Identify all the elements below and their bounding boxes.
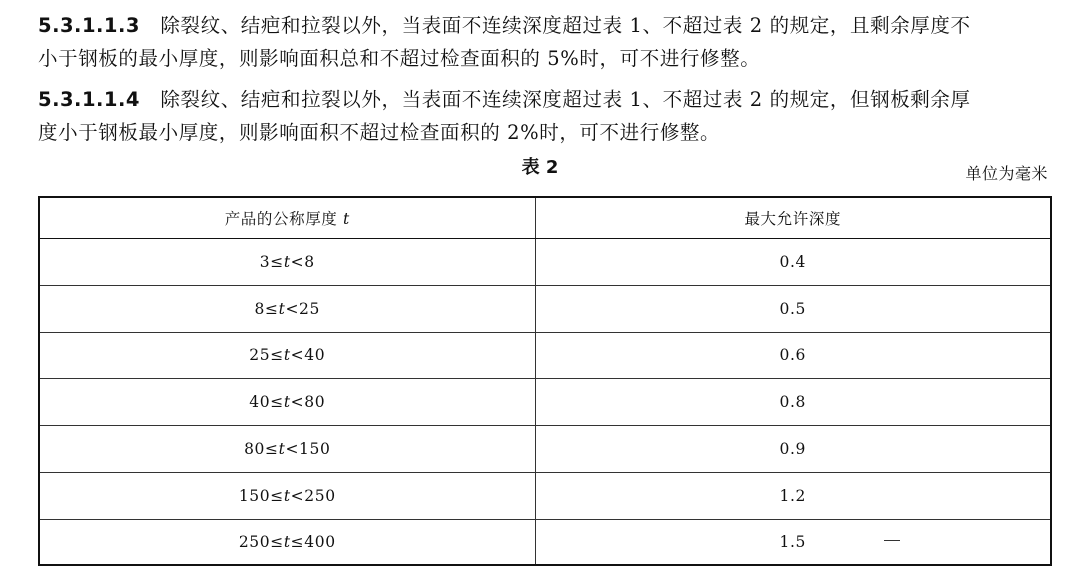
header-text: 产品的公称厚度	[224, 210, 343, 228]
range-op-high: <	[285, 440, 300, 459]
range-op-high: <	[290, 346, 305, 365]
range-high: 150	[299, 440, 331, 459]
max-depth-cell: 0.6	[535, 332, 1051, 379]
thickness-range-cell	[39, 379, 535, 426]
range-high: 25	[299, 299, 320, 318]
max-depth-cell: 1.2	[535, 472, 1051, 519]
max-depth-cell: 0.9	[535, 426, 1051, 473]
table-unit-label: 单位为毫米	[965, 164, 1048, 183]
clause-line	[38, 9, 1056, 42]
range-low: 150	[238, 486, 271, 505]
clause-text: 小于钢板的最小厚度，则影响面积总和不超过检查面积的 5%时，可不进行修整。	[38, 47, 761, 70]
header-max-depth: 最大允许深度	[535, 197, 1051, 239]
range-low: 8	[254, 299, 265, 318]
range-op-low: ≤	[265, 440, 279, 459]
table-row	[39, 426, 1051, 473]
range-variable: t	[283, 346, 291, 365]
range-op-high: <	[290, 486, 305, 505]
table-row	[39, 285, 1051, 332]
range-variable: t	[283, 393, 291, 412]
range-op-low: ≤	[265, 299, 279, 318]
max-depth-cell: 1.5	[535, 519, 1051, 565]
range-op-low: ≤	[270, 346, 284, 365]
max-depth-cell: 0.5	[535, 285, 1051, 332]
range-variable: t	[283, 252, 291, 271]
range-op-high: <	[285, 299, 300, 318]
table-row	[39, 239, 1051, 286]
max-depth-cell: 0.8	[535, 379, 1051, 426]
thickness-range-cell	[39, 332, 535, 379]
scan-mark	[884, 540, 900, 541]
max-depth-cell: 0.4	[535, 239, 1051, 286]
clause-number: 5.3.1.1.3	[38, 14, 140, 37]
thickness-range-cell	[39, 239, 535, 286]
range-variable: t	[283, 532, 291, 551]
range-high: 80	[304, 393, 326, 412]
range-high: 8	[304, 252, 315, 271]
range-variable: t	[283, 486, 291, 505]
range-low: 40	[249, 393, 271, 412]
range-op-high: ≤	[290, 532, 305, 551]
clause-5-3-1-1-3	[38, 9, 1056, 75]
thickness-range-cell	[39, 285, 535, 332]
thickness-range-cell	[39, 472, 535, 519]
range-low: 3	[259, 252, 271, 271]
clause-text: 度小于钢板最小厚度，则影响面积不超过检查面积的 2%时，可不进行修整。	[38, 121, 721, 144]
clause-number: 5.3.1.1.4	[38, 88, 140, 111]
clause-5-3-1-1-4	[38, 83, 1056, 149]
range-low: 250	[238, 532, 271, 551]
range-op-low: ≤	[270, 532, 284, 551]
clause-text: 除裂纹、结疤和拉裂以外，当表面不连续深度超过表 1、不超过表 2 的规定，且剩余厚度不	[160, 14, 971, 37]
table-header-row	[39, 197, 1051, 239]
range-high: 250	[304, 486, 336, 505]
range-high: 400	[304, 532, 336, 551]
depth-table	[38, 196, 1052, 566]
table-row	[39, 379, 1051, 426]
range-op-low: ≤	[270, 252, 284, 271]
clause-line	[38, 83, 1056, 116]
range-high: 40	[304, 346, 326, 365]
table-row	[39, 332, 1051, 379]
header-variable: t	[342, 210, 350, 228]
range-variable: t	[278, 440, 286, 459]
table-row	[39, 472, 1051, 519]
header-nominal-thickness	[39, 197, 535, 239]
range-op-low: ≤	[270, 393, 284, 412]
range-op-high: <	[290, 252, 305, 271]
table-row	[39, 519, 1051, 565]
range-low: 25	[249, 346, 271, 365]
thickness-range-cell	[39, 426, 535, 473]
range-variable: t	[278, 299, 286, 318]
range-low: 80	[244, 440, 265, 459]
range-op-low: ≤	[270, 486, 284, 505]
clause-text: 除裂纹、结疤和拉裂以外，当表面不连续深度超过表 1、不超过表 2 的规定，但钢板剩余厚	[160, 88, 971, 111]
range-op-high: <	[290, 393, 305, 412]
table-caption: 表 2	[521, 157, 559, 178]
thickness-range-cell	[39, 519, 535, 565]
